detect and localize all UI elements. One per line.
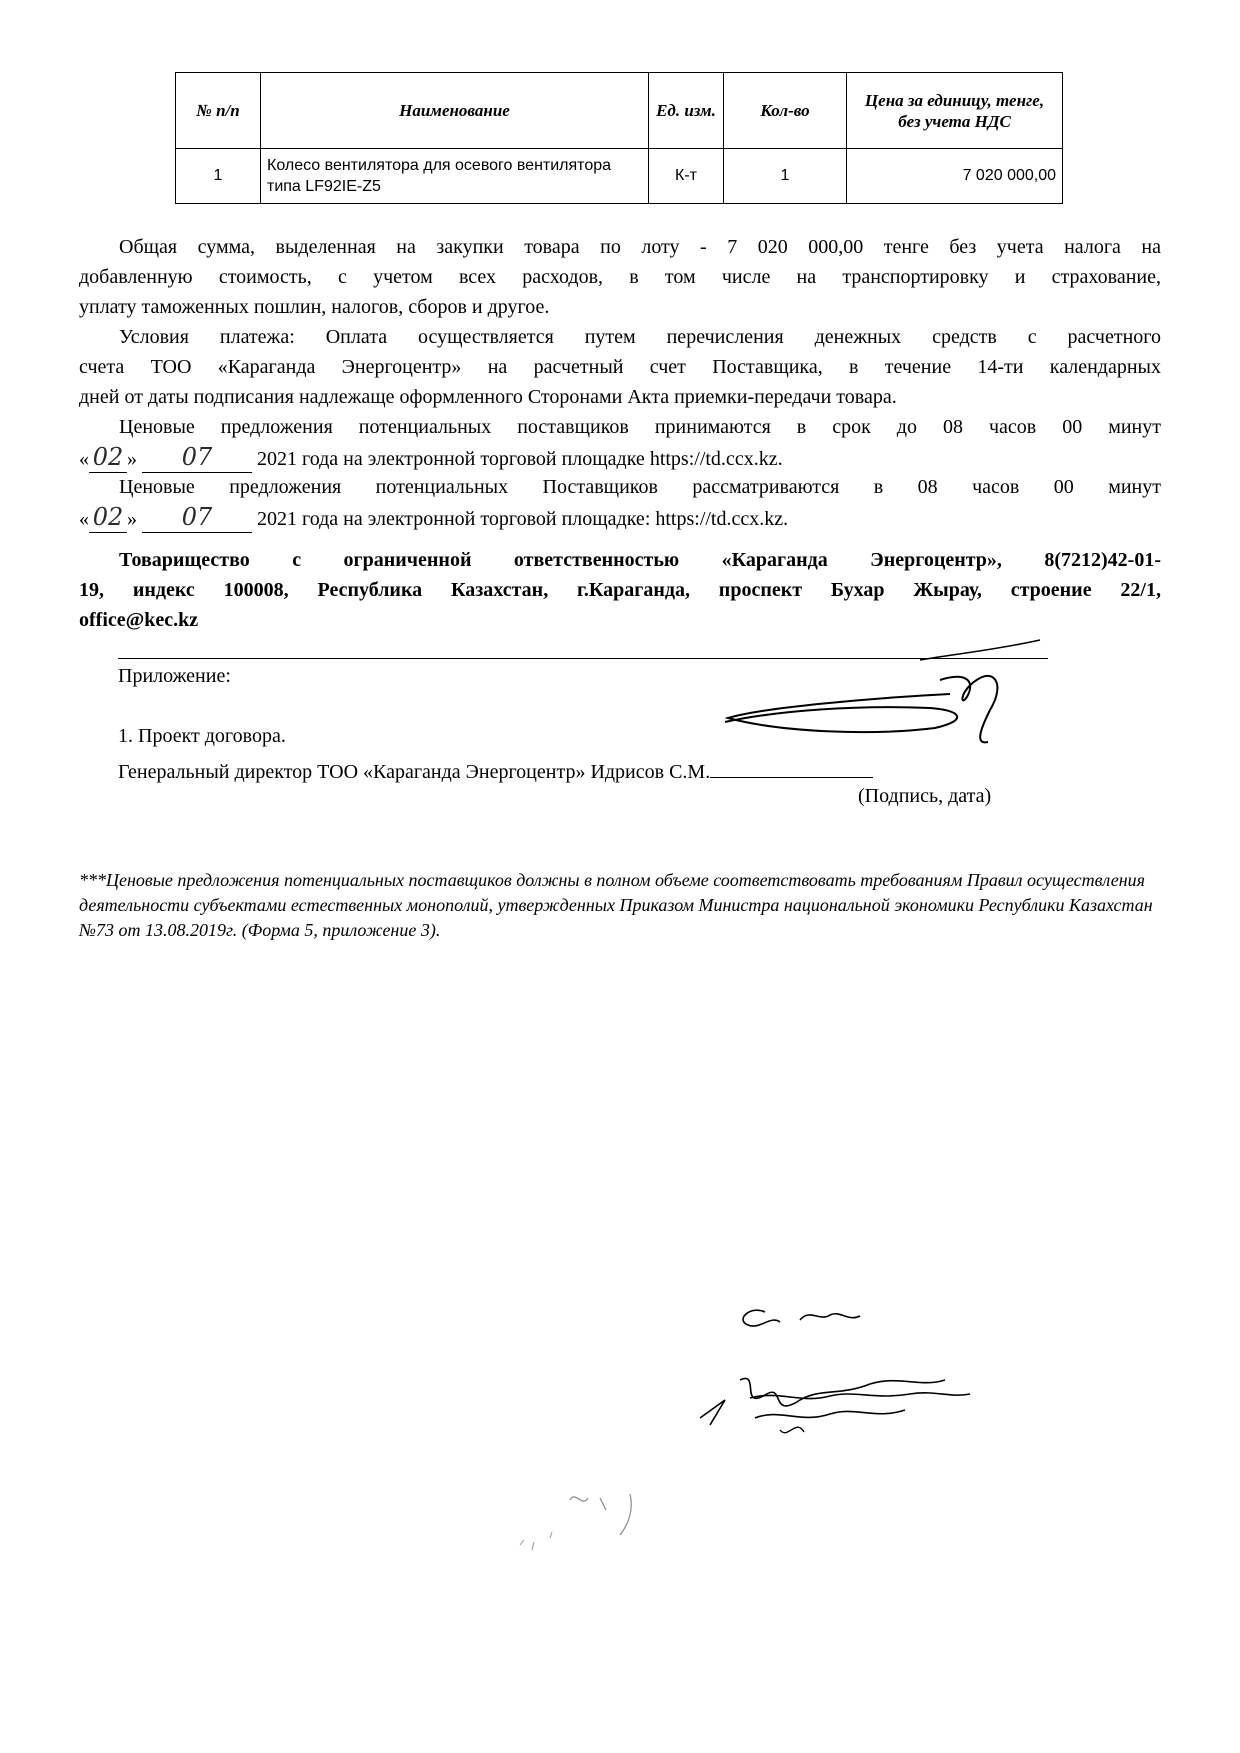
table-header-row: [176, 73, 1063, 149]
accept-line-2: [79, 442, 1161, 474]
payment-line-2: счета ТОО «Караганда Энергоцентр» на расчетный счет Поставщика, в течение 14-ти календарных: [79, 356, 1161, 378]
annex-item: 1. Проект договора.: [118, 725, 286, 747]
items-table: [175, 72, 1063, 204]
paragraph-total: [79, 232, 1161, 322]
total-line-3: уплату таможенных пошлин, налогов, сборов и другое.: [79, 296, 550, 318]
header-price: Цена за единицу, тенге, без учета НДС: [847, 73, 1063, 149]
review-day-handwritten: 02: [89, 502, 127, 533]
accept-day-handwritten: 02: [89, 442, 127, 473]
cell-name: Колесо вентилятора для осевого вентилятора типа LF92IE-Z5: [261, 149, 649, 204]
cell-qty: 1: [724, 149, 847, 204]
annex-title: Приложение:: [118, 665, 231, 687]
review-quote-close: »: [127, 508, 137, 530]
table-row: [176, 149, 1063, 204]
company-line-2: 19, индекс 100008, Республика Казахстан, г.Караганда, проспект Бухар Жырау, строение 22/1,: [79, 579, 1161, 601]
paragraph-review: [79, 472, 1161, 534]
header-name: Наименование: [261, 73, 649, 149]
review-line-1: Ценовые предложения потенциальных Поставщиков рассматриваются в 08 часов 00 минут: [119, 476, 1161, 498]
header-num: № п/п: [176, 73, 261, 149]
review-rest: 2021 года на электронной торговой площадке: https://td.ccx.kz.: [252, 508, 789, 530]
company-details: [79, 545, 1161, 635]
paragraph-payment: [79, 322, 1161, 412]
accept-rest: 2021 года на электронной торговой площадке https://td.ccx.kz.: [252, 448, 783, 470]
total-line-1: Общая сумма, выделенная на закупки товара по лоту - 7 020 000,00 тенге без учета налога на: [119, 236, 1161, 258]
footnote: ***Ценовые предложения потенциальных поставщиков должны в полном объеме соответствовать требованиям Правил осуществления деятельности субъектами естественных монополий, утвержденных Приказом Министра национальной экономики Республики Казахстан №73 от 13.08.2019г. (Форма 5, приложение 3).: [79, 870, 1153, 940]
accept-quote-close: »: [127, 448, 137, 470]
faint-mark-icon: [510, 1480, 670, 1560]
cell-unit: К-т: [649, 149, 724, 204]
signature-caption: (Подпись, дата): [858, 785, 992, 807]
review-line-2: [79, 502, 1161, 534]
cell-price: 7 020 000,00: [847, 149, 1063, 204]
header-unit: Ед. изм.: [649, 73, 724, 149]
total-line-2: добавленную стоимость, с учетом всех расходов, в том числе на транспортировку и страхование,: [79, 266, 1161, 288]
accept-month-handwritten: 07: [142, 442, 252, 473]
cell-num: 1: [176, 149, 261, 204]
payment-line-3: дней от даты подписания надлежаще оформленного Сторонами Акта приемки-передачи товара.: [79, 386, 897, 408]
paragraph-accept: [79, 412, 1161, 474]
company-email: office@kec.kz: [79, 609, 199, 631]
company-line-1: Товарищество с ограниченной ответственностью «Караганда Энергоцентр», 8(7212)42-01-: [119, 549, 1161, 571]
director-name: Генеральный директор ТОО «Караганда Энергоцентр» Идрисов С.М.: [118, 761, 711, 783]
review-quote-open: «: [79, 508, 89, 530]
header-qty: Кол-во: [724, 73, 847, 149]
director-signature-icon: [720, 650, 1060, 760]
review-month-handwritten: 07: [142, 502, 252, 533]
accept-quote-open: «: [79, 448, 89, 470]
accept-line-1: Ценовые предложения потенциальных поставщиков принимаются в срок до 08 часов 00 минут: [119, 416, 1161, 438]
payment-line-1: Условия платежа: Оплата осуществляется путем перечисления денежных средств с расчетного: [119, 326, 1161, 348]
approval-signatures-icon: [670, 1300, 990, 1450]
